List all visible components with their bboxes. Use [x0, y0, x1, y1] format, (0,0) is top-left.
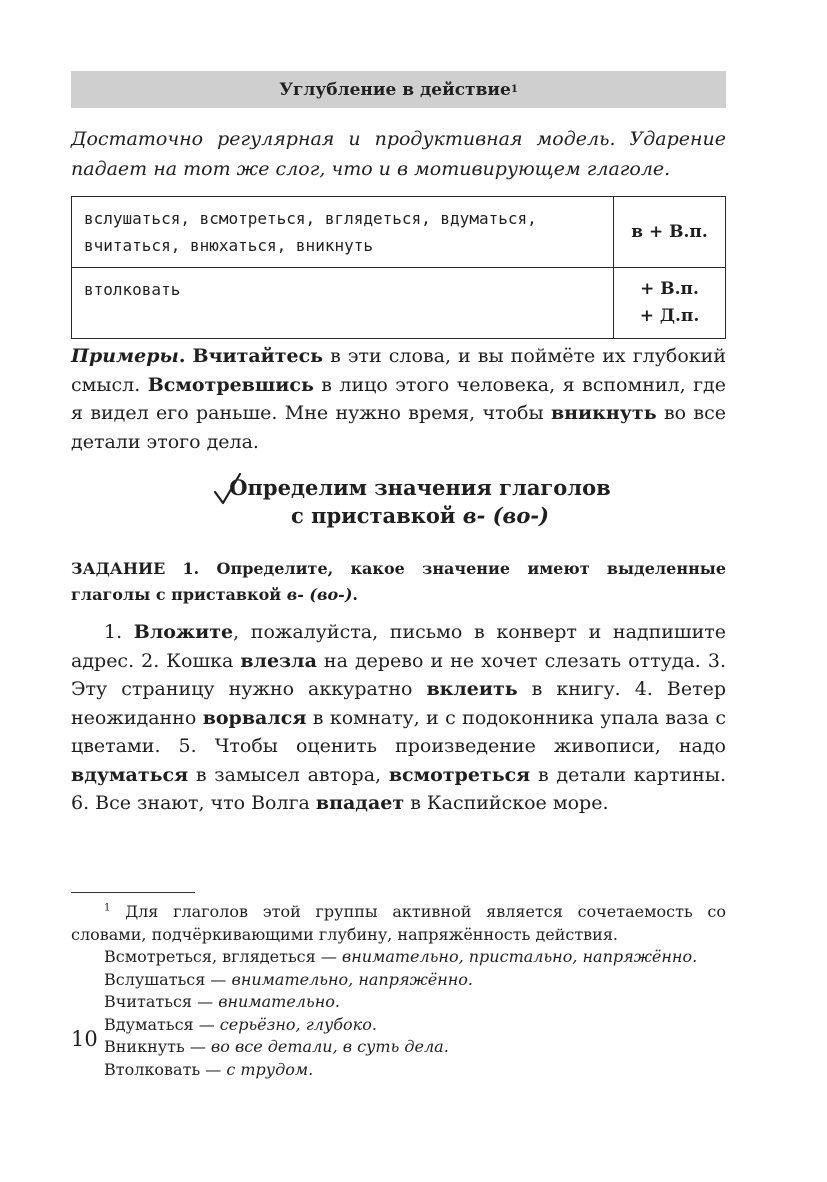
footnote-verb: Вчитаться —: [104, 992, 219, 1011]
examples-label: Примеры: [71, 345, 179, 367]
footnote-line: [71, 1014, 726, 1037]
table-row: [72, 268, 726, 339]
highlighted-verb: впадает: [315, 792, 405, 814]
text-run: 1.: [104, 621, 134, 643]
government-line: + В.п.: [640, 279, 699, 299]
page-number: 10: [71, 1027, 98, 1051]
footnote-meaning: внимательно, напряжённо.: [231, 969, 474, 989]
footnote-verb: Вслушаться —: [104, 969, 232, 989]
table-cell-verbs: втолковать: [72, 268, 614, 339]
task-prefix: в- (во-): [286, 585, 353, 604]
highlighted-verb: Вчитайтесь: [192, 345, 324, 367]
table-row: [72, 197, 726, 268]
exercise-paragraph: [71, 618, 726, 818]
footnote-verb: Втолковать —: [104, 1059, 227, 1079]
highlighted-verb: влезла: [240, 649, 317, 672]
highlighted-verb: ворвался: [202, 706, 307, 729]
footnote-meaning: с трудом.: [226, 1059, 314, 1079]
text-run: в эти слова, и вы поймёте их глубокий смысл.: [71, 345, 726, 396]
highlighted-verb: вникнуть: [550, 402, 657, 424]
task-heading: [71, 556, 726, 608]
footnote-line: [71, 969, 726, 992]
text-run: , пожалуйста, письмо в конверт и надпишите адрес. 2. Кошка: [71, 621, 727, 672]
footnote-verb: Вникнуть —: [104, 1037, 211, 1056]
footnote-meaning: внимательно.: [218, 992, 340, 1011]
table-cell-government: [614, 268, 726, 339]
text-run: в детали картины. 6. Все знают, что Волга: [71, 763, 726, 814]
section-title-line1: Определим значения глаголов: [229, 475, 611, 500]
exercise-text: [71, 618, 726, 818]
task-label: ЗАДАНИЕ 1.: [71, 559, 200, 578]
text-run: в замысел автора,: [188, 763, 389, 786]
highlighted-verb: вдуматься: [71, 763, 189, 786]
footnote-verb: Вдуматься —: [104, 1014, 220, 1034]
footnote-lines: [71, 946, 726, 1081]
table-cell-verbs: вслушаться, всмотреться, вглядеться, вдуматься, вчитаться, внюхаться, вникнуть: [72, 197, 614, 268]
highlighted-verb: вклеить: [426, 678, 518, 700]
government-line: в + В.п.: [631, 221, 708, 242]
verbs-table: [71, 196, 726, 339]
text-run: в книгу. 4. Ветер неожиданно: [71, 678, 726, 729]
footnote-line: [71, 991, 726, 1014]
section-title-prefix: с приставкой: [290, 503, 463, 528]
section-title: [200, 474, 640, 530]
text-run: на дерево и не хочет слезать оттуда. 3. Эту страницу нужно аккуратно: [71, 649, 727, 700]
government-line: + Д.п.: [639, 306, 700, 326]
examples-paragraph: Примеры. Вчитайтесь в эти слова, и вы поймёте их глубокий смысл. Всмотревшись в лицо этого человека, я вспомнил, где я видел его раньше. Мне нужно время, чтобы вникнуть во все детали этого дела.: [71, 345, 727, 453]
highlighted-verb: всмотреться: [388, 763, 531, 786]
footnote-text: Для глаголов этой группы активной является сочетаемость со словами, подчёркивающими глубину, напряжённость действия.: [71, 902, 726, 944]
footnote-meaning: внимательно, пристально, напряжённо.: [341, 947, 698, 966]
footnotes: [71, 901, 726, 1081]
footnote-line: [71, 946, 726, 969]
highlighted-verb: Всмотревшись: [147, 373, 314, 396]
footnote-verb: Всмотреться, вглядеться —: [104, 947, 342, 966]
footnote-meaning: во все детали, в суть дела.: [210, 1037, 449, 1056]
text-run: в комнату, и с подоконника упала ваза с цветами. 5. Чтобы оценить произведение живописи, надо: [71, 706, 726, 757]
intro-paragraph: Достаточно регулярная и продуктивная модель. Ударение падает на тот же слог, что и в мотивирующем глаголе.: [71, 128, 726, 180]
footnote-meaning: серьёзно, глубоко.: [219, 1014, 377, 1034]
table-cell-government: [614, 197, 726, 268]
section-heading: Углубление в действие: [279, 79, 511, 100]
section-heading-bar: Углубление в действие 1: [71, 71, 726, 108]
footnote-marker: 1: [104, 902, 111, 914]
section-title-line2: [200, 502, 640, 530]
highlighted-verb: Вложите: [133, 621, 234, 643]
task-end: .: [352, 585, 358, 604]
text-run: во все детали этого дела.: [71, 402, 727, 453]
footnote-line: [71, 1036, 726, 1059]
text-run: в лицо этого человека, я вспомнил, где я видел его раньше. Мне нужно время, чтобы: [71, 373, 726, 424]
section-title-prefix-italic: в- (во-): [462, 503, 549, 528]
task-text: Определите, какое значение имеют выделенные глаголы с приставкой: [71, 559, 726, 604]
footnote-divider: [71, 892, 195, 893]
footnote-line: [71, 1059, 726, 1082]
footnote-main: [71, 901, 726, 946]
text-run: в Каспийское море.: [404, 792, 609, 814]
